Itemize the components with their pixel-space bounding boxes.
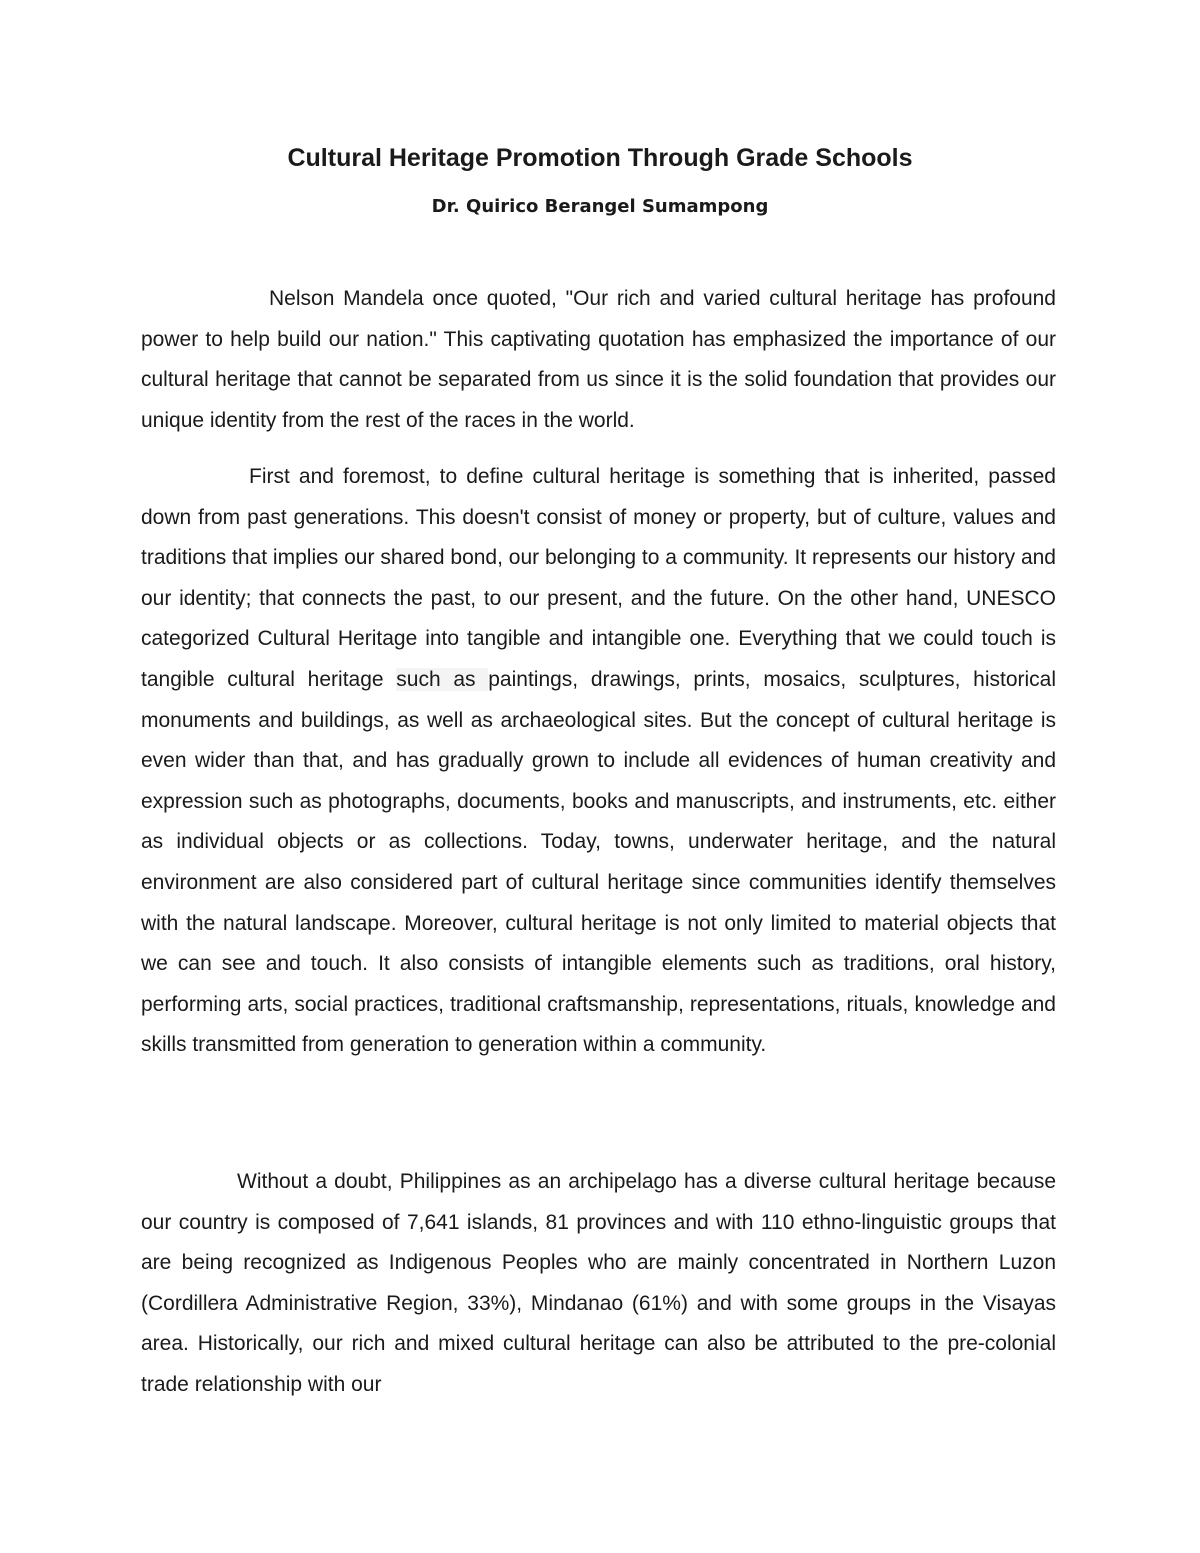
paragraph-1-text: Nelson Mandela once quoted, "Our rich and varied cultural heritage has profound power to help build our nation." This captivating quotation has emphasized the importance of our cultural heritage that cannot be separated from us since it is the solid foundation that provides our unique identity from the rest of the races in the world. — [141, 287, 1056, 432]
paragraph-2-text-end: paintings, drawings, prints, mosaics, sculptures, historical monuments and buildings, as well as archaeological sites. But the concept of cultural heritage is even wider than that, and has gradually grown to include all evidences of human creativity and expression such as photographs, documents, books and manuscripts, and instruments, etc. either as individual objects or as collections. Today, towns, underwater heritage, and the natural environment are also considered part of cultural heritage since communities identify themselves with the natural landscape. Moreover, cultural heritage is not only limited to material objects that we can see and touch. It also consists of intangible elements such as traditions, oral history, performing arts, social practices, traditional craftsmanship, representations, rituals, knowledge and skills transmitted from generation to generation within a community. — [141, 667, 1057, 1057]
paragraph-3-text: Without a doubt, Philippines as an archipelago has a diverse cultural heritage because our country is composed of 7,641 islands, 81 provinces and with 110 ethno-linguistic groups that are being recognized as Indigenous Peoples who are mainly concentrated in Northern Luzon (Cordillera Administrative Region, 33%), Mindanao (61%) and with some groups in the Visayas area. Historically, our rich and mixed cultural heritage can also be attributed to the pre-colonial trade relationship with our — [141, 1170, 1056, 1396]
paragraph-2 — [141, 457, 1056, 1066]
paragraph-3 — [141, 1162, 1056, 1406]
paragraph-1 — [141, 279, 1056, 441]
document-title: Cultural Heritage Promotion Through Grade Schools — [287, 144, 913, 172]
highlighted-text: such as — [396, 667, 489, 691]
document-author: Dr. Quirico Berangel Sumampong — [431, 196, 769, 217]
paragraph-2-text-start: First and foremost, to define cultural heritage is something that is inherited, passed down from past generations. This doesn't consist of money or property, but of culture, values and traditions that implies our shared bond, our belonging to a community. It represents our history and our identity; that connects the past, to our present, and the future. On the other hand, UNESCO categorized Cultural Heritage into tangible and intangible one. Everything that we could touch is tangible cultural heritage — [141, 465, 1056, 691]
paragraph-2-text — [141, 457, 1056, 1066]
